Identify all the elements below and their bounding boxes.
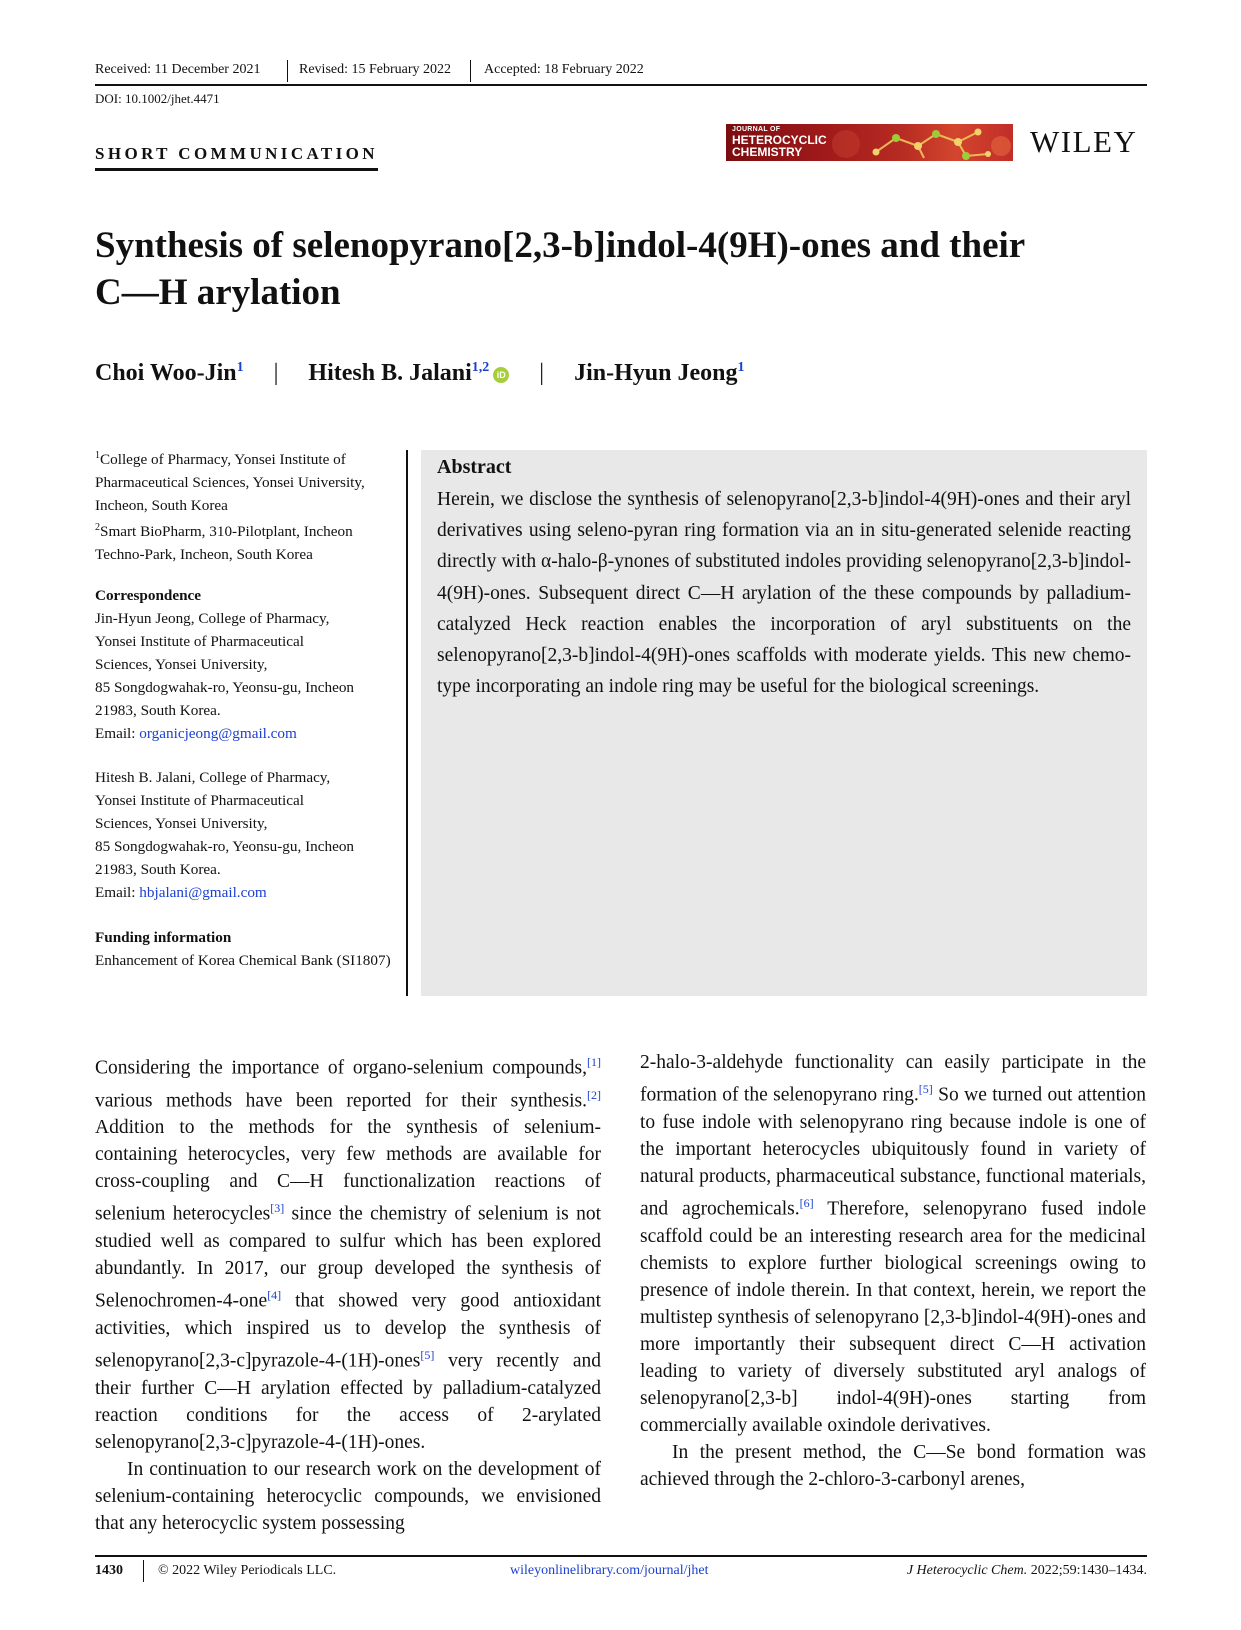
page-title: Synthesis of selenopyrano[2,3-b]indol-4(9H)-ones and their C—H arylation xyxy=(95,225,1026,313)
paragraph: 2-halo-3-aldehyde functionality can easily participate in the formation of the selenopyrano ring.[5] So we turned out attention to fuse indole with selenopyrano ring because indole is one of the important heterocycles ubiquitously found in variety of natural products, pharmaceutical substance, functional materials, and agrochemicals.[6] Therefore, selenopyrano fused indole scaffold could be an interesting research area for the medicinal chemists to explore further biological screenings owing to presence of indole therein. In that context, herein, we report the multistep synthesis of selenopyrano [2,3-b]indol-4(9H)-ones and more importantly their subsequent direct C—H activation leading to variety of diversely substituted aryl analogs of selenopyrano[2,3-b] indol-4(9H)-ones starting from commercially available oxindole derivatives. xyxy=(640,1052,1147,1437)
abstract-text: Herein, we disclose the synthesis of selenopyrano[2,3-b]indol-4(9H)-ones and their aryl derivatives using seleno-pyran ring formation via an in situ-generated selenide reacting directly with α-halo-β-ynones of substituted indoles providing selenopyrano[2,3-b]indol-4(9H)-ones. Subsequent direct C—H arylation of the these compounds by palladium-catalyzed Heck reaction enables the incorporation of aryl substituents on the selenopyrano[2,3-b]indol-4(9H)-ones scaffolds with moderate yields. This new chemo-type incorporating an indole ring may be useful for the biological screenings. xyxy=(437,489,1131,698)
paragraph: In continuation to our research work on the development of selenium-containing heterocyclic compounds, we envisioned that any heterocyclic system possessing xyxy=(95,1458,601,1534)
orcid-icon[interactable]: iD xyxy=(493,367,509,383)
divider: | xyxy=(539,360,545,386)
affiliation-ref[interactable]: 1 xyxy=(737,360,745,375)
divider xyxy=(143,1560,144,1582)
body-column-left xyxy=(95,1049,601,1537)
correspondence-block: Correspondence Jin-Hyun Jeong, College of Pharmacy, Yonsei Institute of Pharmaceutical Sciences, Yonsei University, 85 Songdogwahak-ro, Yeonsu-gu, Incheon 21983, South Korea. Email: organicjeong@gmail.com Hitesh B. Jalani, College of Pharmacy, Yonsei Institute of Pharmaceutical Sciences, Yonsei University, 85 Songdogwahak-ro, Yeonsu-gu, Incheon 21983, South Korea. Email: hbjalani@gmail.com xyxy=(95,584,400,904)
citation-link[interactable]: [5] xyxy=(420,1347,435,1362)
citation-link[interactable]: [6] xyxy=(799,1195,814,1210)
publisher-logo: WILEY xyxy=(1030,124,1138,159)
author-list xyxy=(95,360,744,387)
funding-heading: Funding information xyxy=(95,929,232,946)
affiliation-1: $^1$College of Pharmacy, Yonsei Institute of Pharmaceutical Sciences, Yonsei University, Incheon, South Korea xyxy=(95,450,365,515)
citation-link[interactable]: [4] xyxy=(267,1288,282,1303)
column-divider xyxy=(406,450,408,996)
copyright: © 2022 Wiley Periodicals LLC. xyxy=(158,1563,337,1578)
journal-logo-name: HETEROCYCLIC CHEMISTRY xyxy=(732,133,827,159)
citation-link[interactable]: [3] xyxy=(270,1201,285,1216)
journal-logo-small: JOURNAL OF xyxy=(732,126,781,133)
affiliation-ref[interactable]: 1,2 xyxy=(471,360,490,375)
citation: J Heterocyclic Chem. 2022;59:1430–1434. xyxy=(906,1563,1147,1578)
affiliation-2: $^2$Smart BioPharm, 310-Pilotplant, Incheon Techno-Park, Incheon, South Korea xyxy=(95,522,353,564)
received-date: Received: 11 December 2021 xyxy=(95,62,261,77)
divider: | xyxy=(273,360,279,386)
divider xyxy=(470,60,471,82)
email-link[interactable]: organicjeong@gmail.com xyxy=(139,725,297,742)
page-number: 1430 xyxy=(95,1563,123,1578)
body-column-right xyxy=(640,1049,1146,1494)
revised-date: Revised: 15 February 2022 xyxy=(299,62,452,77)
doi: DOI: 10.1002/jhet.4471 xyxy=(95,91,220,106)
citation-link[interactable]: [2] xyxy=(587,1087,601,1102)
affiliation-ref[interactable]: 1 xyxy=(236,360,244,375)
email-link[interactable]: hbjalani@gmail.com xyxy=(139,884,267,901)
accepted-date: Accepted: 18 February 2022 xyxy=(484,62,644,77)
footer-rule xyxy=(95,1555,1147,1557)
citation-link[interactable]: [5] xyxy=(918,1082,933,1097)
article-dates xyxy=(95,62,1147,86)
funding-block: Funding information Enhancement of Korea Chemical Bank (SI1807) xyxy=(95,926,400,972)
journal-url-link[interactable]: wileyonlinelibrary.com/journal/jhet xyxy=(510,1563,709,1578)
author-name[interactable]: Choi Woo-Jin xyxy=(95,360,237,386)
divider xyxy=(287,60,288,82)
paragraph: In the present method, the C—Se bond formation was achieved through the 2-chloro-3-carbonyl arenes, xyxy=(640,1442,1146,1491)
citation-link[interactable]: [1] xyxy=(587,1055,601,1069)
paragraph: Considering the importance of organo-selenium compounds,[1] various methods have been reported for their synthesis.[2] Addition to the methods for the synthesis of selenium-containing heterocycles, very few methods are available for cross-coupling and C—H functionalization reactions of selenium heterocycles[3] since the chemistry of selenium is not studied well as compared to sulfur which has been explored abundantly. In 2017, our group developed the synthesis of Selenochromen-4-one[4] that showed very good antioxidant activities, which inspired us to develop the synthesis of selenopyrano[2,3-c]pyrazole-4-(1H)-ones[5] very recently and their further C—H arylation effected by palladium-catalyzed reaction conditions for the access of 2-arylated selenopyrano[2,3-c]pyrazole-4-(1H)-ones. xyxy=(95,1055,601,1453)
author-name[interactable]: Jin-Hyun Jeong xyxy=(574,360,738,386)
section-label: SHORT COMMUNICATION xyxy=(95,144,378,171)
correspondence-heading: Correspondence xyxy=(95,587,202,604)
journal-logo xyxy=(726,124,1013,161)
abstract-heading: Abstract xyxy=(437,456,512,478)
author-name[interactable]: Hitesh B. Jalani xyxy=(308,360,472,386)
